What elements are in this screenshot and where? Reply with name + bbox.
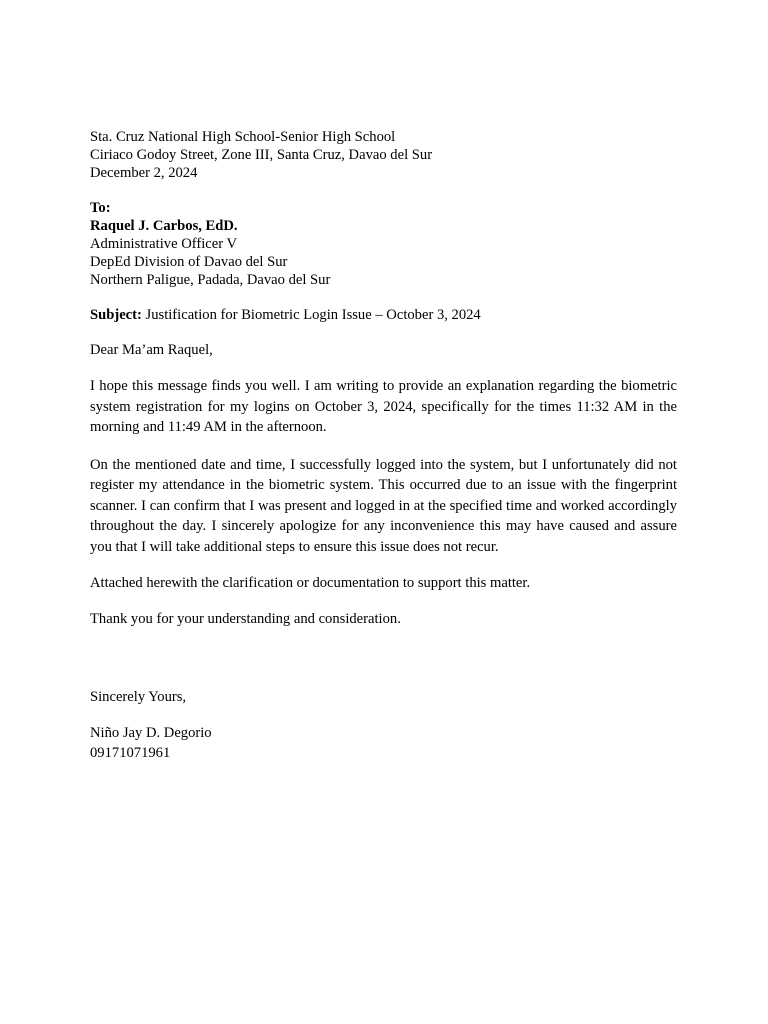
sender-name: Niño Jay D. Degorio (90, 725, 212, 741)
recipient-name: Raquel J. Carbos, EdD. (90, 218, 238, 234)
sender-school: Sta. Cruz National High School-Senior High School (90, 129, 396, 145)
body-paragraph-1: I hope this message finds you well. I am writing to provide an explanation regarding the biometric system registration for my logins on October 3, 2024, specifically for the times 11:32 AM in the morning and 11:49 AM in the afternoon. (90, 378, 677, 435)
recipient-block (90, 199, 677, 289)
sender-address: Ciriaco Godoy Street, Zone III, Santa Cruz, Davao del Sur (90, 147, 433, 163)
letter-page (90, 128, 677, 763)
body-paragraph-2: On the mentioned date and time, I successfully logged into the system, but I unfortunately did not register my attendance in the biometric system. This occurred due to an issue with the fingerprint scanner. I can confirm that I was present and logged in at the specified time and worked accordingly throughout the day. I sincerely apologize for any inconvenience this may have caused and assure you that I will take additional steps to ensure this issue does not recur. (90, 456, 677, 555)
subject-text: Justification for Biometric Login Issue – October 3, 2024 (145, 307, 481, 323)
body-paragraph-3: Attached herewith the clarification or documentation to support this matter. (90, 575, 531, 591)
closing-valediction: Sincerely Yours, (90, 689, 187, 705)
sender-phone: 09171071961 (90, 745, 171, 761)
subject-label: Subject: (90, 307, 142, 323)
body-paragraph-4: Thank you for your understanding and consideration. (90, 611, 401, 627)
salutation: Dear Ma’am Raquel, (90, 342, 213, 358)
recipient-position: Administrative Officer V (90, 236, 237, 252)
letter-date: December 2, 2024 (90, 165, 198, 181)
signature-block (90, 723, 677, 763)
to-label: To: (90, 200, 111, 216)
subject-line (90, 306, 677, 324)
recipient-address: Northern Paligue, Padada, Davao del Sur (90, 272, 331, 288)
sender-block (90, 128, 677, 182)
recipient-office: DepEd Division of Davao del Sur (90, 254, 288, 270)
